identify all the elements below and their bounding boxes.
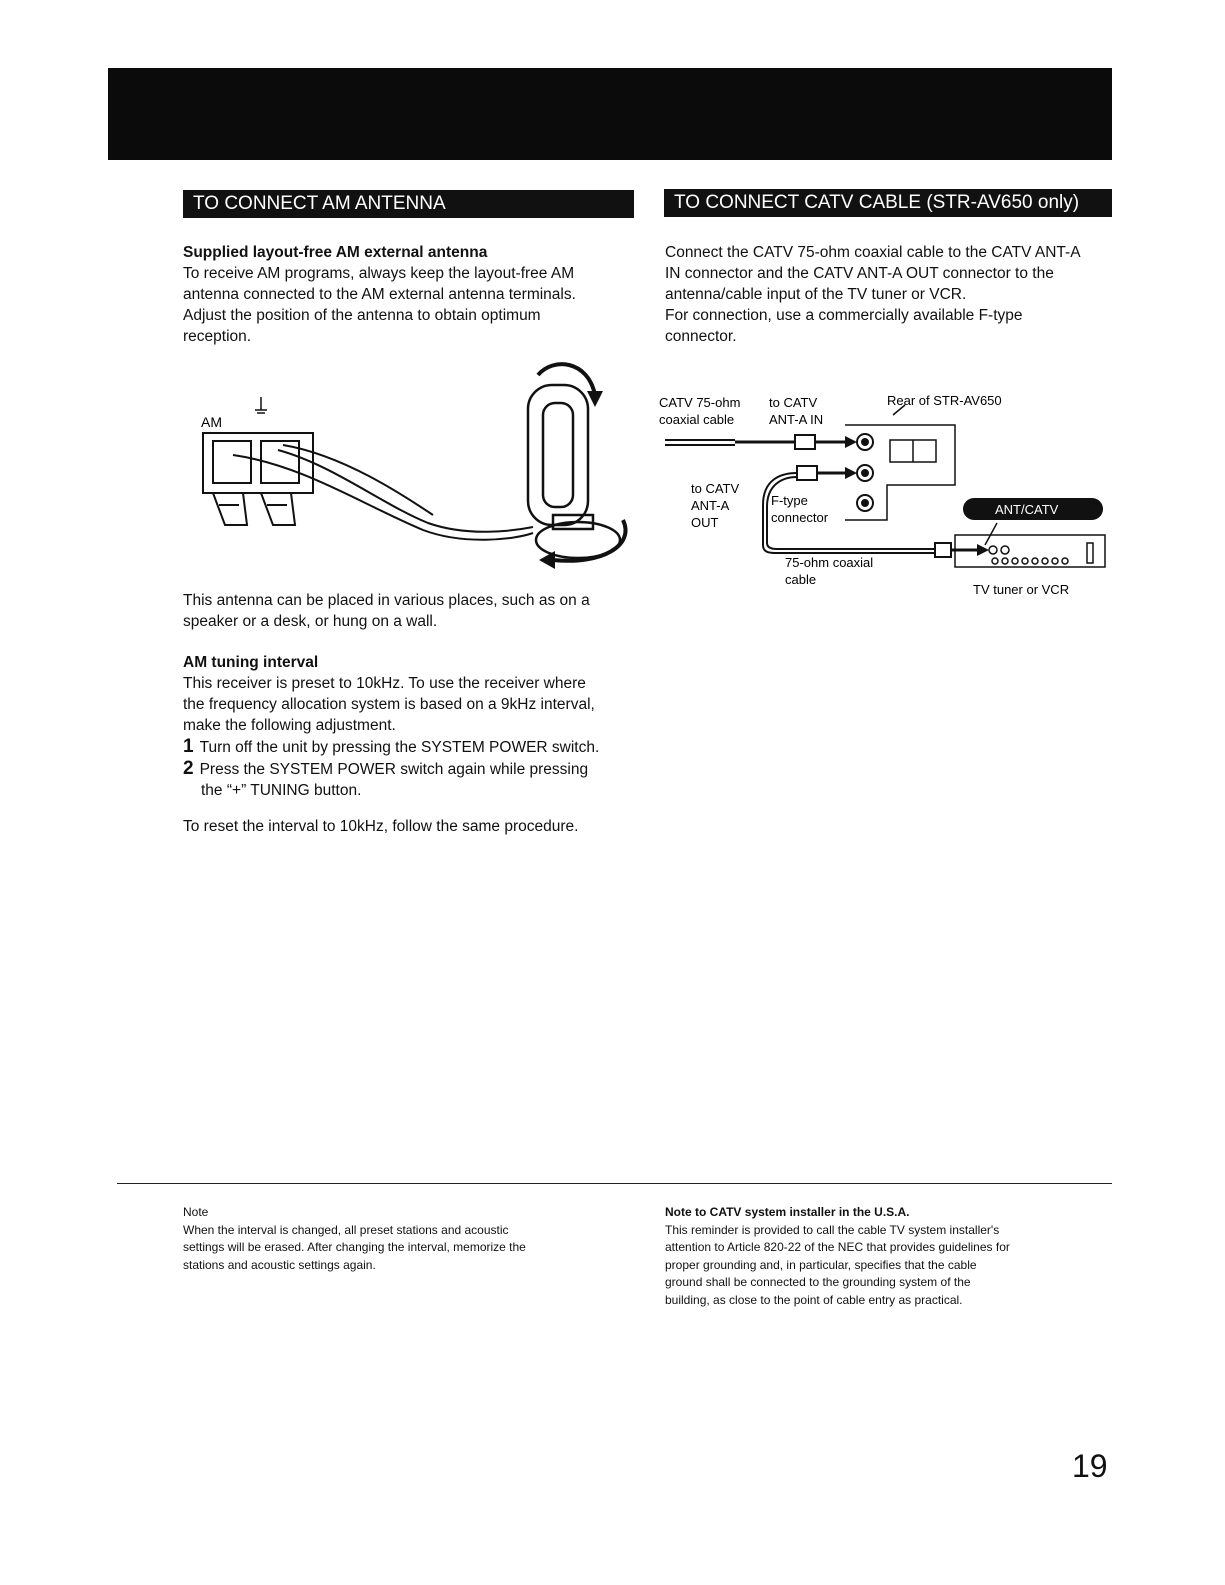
to-catv-in-label-2: ANT-A IN: [769, 412, 824, 427]
ground-symbol-icon: [255, 397, 267, 413]
tv-tuner-label: TV tuner or VCR: [973, 582, 1070, 597]
am-antenna-diagram: [183, 355, 643, 585]
step-1: [183, 736, 653, 758]
note-left-line-1: When the interval is changed, all preset stations and acoustic: [183, 1222, 509, 1237]
top-banner: [108, 68, 1112, 160]
am-terminal-label: AM: [201, 414, 222, 430]
catv-connection-diagram: [655, 385, 1115, 615]
loop-antenna-icon: [528, 385, 620, 558]
arrow-to-tv-icon: [977, 544, 989, 556]
tuning-interval-title: AM tuning interval: [183, 654, 319, 671]
supplied-antenna-section: [183, 242, 643, 347]
catv-cable-header: TO CONNECT CATV CABLE (STR-AV650 only): [664, 189, 1112, 217]
placement-section: [183, 590, 643, 632]
coax-cable-label-1: 75-ohm coaxial: [785, 555, 874, 570]
note-right: [665, 1204, 1115, 1309]
to-catv-out-label-1: to CATV: [691, 481, 740, 496]
page-number: 19: [1072, 1448, 1108, 1484]
note-right-line-2: attention to Article 820-22 of the NEC that provides guidelines for: [665, 1240, 1010, 1254]
supplied-line-2: antenna connected to the AM external antenna terminals.: [183, 286, 576, 303]
note-left: [183, 1204, 643, 1274]
note-right-line-3: proper grounding and, in particular, specifies that the cable: [665, 1257, 977, 1272]
step-2-text-line-2: the “+” TUNING button.: [201, 782, 362, 799]
note-left-title: Note: [183, 1205, 209, 1219]
placement-line-1: This antenna can be placed in various places, such as on a: [183, 592, 590, 609]
rotation-arrowhead-top-icon: [587, 391, 603, 407]
reset-section: [183, 816, 653, 837]
step-2: [183, 758, 653, 780]
note-left-line-2: settings will be erased. After changing the interval, memorize the: [183, 1240, 526, 1254]
step-1-number: 1: [183, 736, 194, 757]
catv-intro-line-5: connector.: [665, 328, 737, 345]
to-catv-in-label-1: to CATV: [769, 395, 818, 410]
catv-intro-line-4: For connection, use a commercially available F-type: [665, 307, 1023, 324]
supplied-line-4: reception.: [183, 328, 252, 345]
catv-intro-line-2: IN connector and the CATV ANT-A OUT connector to the: [665, 265, 1054, 282]
reset-text: To reset the interval to 10kHz, follow the same procedure.: [183, 818, 579, 835]
ant-catv-badge: ANT/CATV: [995, 502, 1059, 517]
note-right-line-4: ground shall be connected to the grounding system of the: [665, 1275, 971, 1289]
catv-cable-label-2: coaxial cable: [659, 412, 735, 427]
am-antenna-header: TO CONNECT AM ANTENNA: [183, 190, 634, 218]
step-1-text: Turn off the unit by pressing the SYSTEM POWER switch.: [199, 739, 600, 756]
note-left-line-3: stations and acoustic settings again.: [183, 1257, 376, 1272]
interval-line-1: This receiver is preset to 10kHz. To use the receiver where: [183, 675, 586, 692]
badge-pointer-icon: [985, 523, 997, 545]
note-right-line-5: building, as close to the point of cable entry as practical.: [665, 1292, 963, 1307]
catv-intro-section: [665, 242, 1115, 347]
f-type-label-2: connector: [771, 510, 829, 525]
note-right-title: Note to CATV system installer in the U.S.A.: [665, 1205, 910, 1219]
coax-cable-label-2: cable: [785, 572, 817, 587]
catv-cable-label-1: CATV 75-ohm: [659, 395, 741, 410]
catv-intro-line-1: Connect the CATV 75-ohm coaxial cable to the CATV ANT-A: [665, 244, 1081, 261]
note-right-line-1: This reminder is provided to call the cable TV system installer's: [665, 1222, 1000, 1237]
catv-intro-line-3: antenna/cable input of the TV tuner or VCR.: [665, 286, 967, 303]
interval-line-3: make the following adjustment.: [183, 717, 396, 734]
supplied-antenna-title: Supplied layout-free AM external antenna: [183, 244, 488, 261]
section-divider: [117, 1183, 1112, 1184]
step-2-number: 2: [183, 758, 194, 779]
tuning-interval-section: [183, 652, 653, 801]
arrow-to-out-icon: [845, 467, 857, 479]
incoming-coax-cable-icon: [665, 435, 850, 449]
connector-jack-icon: [857, 434, 873, 511]
to-catv-out-label-2: ANT-A: [691, 498, 730, 513]
f-type-label-1: F-type: [771, 493, 808, 508]
rotation-arrowhead-bottom-icon: [539, 551, 555, 569]
rear-of-unit-label: Rear of STR-AV650: [887, 393, 1002, 408]
supplied-line-3: Adjust the position of the antenna to obtain optimum: [183, 307, 541, 324]
placement-line-2: speaker or a desk, or hung on a wall.: [183, 613, 438, 630]
interval-line-2: the frequency allocation system is based on a 9kHz interval,: [183, 696, 595, 713]
arrow-to-in-icon: [845, 436, 857, 448]
supplied-line-1: To receive AM programs, always keep the layout-free AM: [183, 265, 575, 282]
step-2-text-line-1: Press the SYSTEM POWER switch again while pressing: [199, 761, 589, 778]
to-catv-out-label-3: OUT: [691, 515, 719, 530]
